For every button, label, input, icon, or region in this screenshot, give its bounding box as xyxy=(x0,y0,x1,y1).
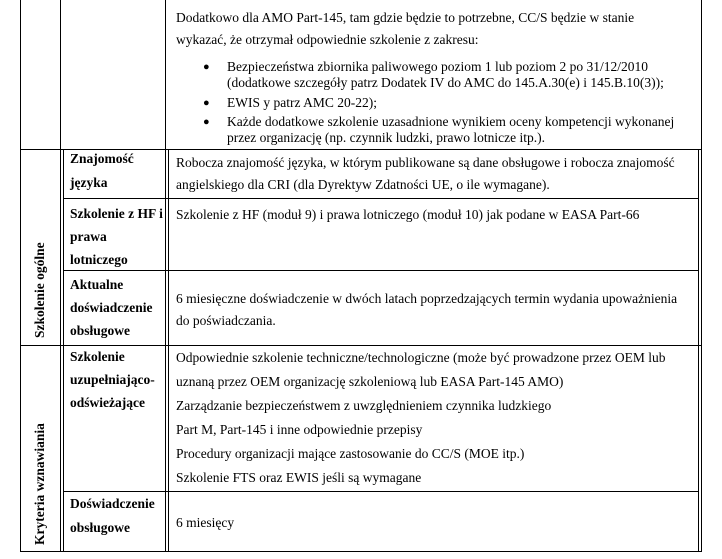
row-label: obsługowe xyxy=(70,520,131,535)
row-content: uznaną przez OEM organizację szkoleniową lub EASA Part-145 AMO) xyxy=(176,374,564,389)
row-label: lotniczego xyxy=(70,252,128,267)
bullet-icon: ● xyxy=(203,97,210,109)
row-label: obsługowe xyxy=(70,323,131,338)
group-label-general: Szkolenie ogólne xyxy=(32,242,47,338)
intro-line: wykazać, że otrzymał odpowiednie szkolenie z zakresu: xyxy=(176,32,479,47)
row-label: odświeżające xyxy=(70,395,145,410)
group-divider xyxy=(20,345,702,346)
table-bottom-border xyxy=(20,551,702,552)
row-divider-refresher xyxy=(63,491,699,492)
bullet-line: Bezpieczeństwa zbiornika paliwowego poziom 1 lub poziom 2 po 31/12/2010 xyxy=(227,59,649,74)
bullet-line: Każde dodatkowe szkolenie uzasadnione wynikiem oceny kompetencji wykonanej xyxy=(227,114,675,129)
row-content: angielskiego dla CRI (dla Dyrektyw Zdatności UE, o ile wymagane). xyxy=(176,177,550,192)
row-label: języka xyxy=(70,175,108,190)
row-content: do poświadczania. xyxy=(176,313,276,328)
row-content: Part M, Part-145 i inne odpowiednie przepisy xyxy=(176,422,423,437)
row-label: uzupełniająco- xyxy=(70,372,155,387)
group-column-divider xyxy=(60,0,61,552)
row-divider-hf xyxy=(63,270,699,271)
row-content: 6 miesięczne doświadczenie w dwóch latach poprzedzających termin wydania upoważnienia xyxy=(176,291,678,306)
row-label: Szkolenie z HF i xyxy=(70,206,163,221)
row-content: Zarządzanie bezpieczeństwem z uwzględnieniem czynnika ludzkiego xyxy=(176,398,552,413)
bullet-line: EWIS y patrz AMC 20-22); xyxy=(227,95,377,110)
row-content: Odpowiednie szkolenie techniczne/technologiczne (może być prowadzone przez OEM lub xyxy=(176,350,666,365)
bullet-icon: ● xyxy=(203,61,210,73)
row-content: Szkolenie FTS oraz EWIS jeśli są wymagane xyxy=(176,470,422,485)
row-label: Aktualne xyxy=(70,277,124,292)
row-label: Znajomość xyxy=(70,151,134,166)
bullet-line: przez organizację (np. czynnik ludzki, prawo lotnicze itp.). xyxy=(227,130,545,145)
row-content: Procedury organizacji mające zastosowanie do CC/S (MOE itp.) xyxy=(176,446,525,461)
row-content: Szkolenie z HF (moduł 9) i prawa lotniczego (moduł 10) jak podane w EASA Part-66 xyxy=(176,207,640,222)
intro-line: Dodatkowo dla AMO Part-145, tam gdzie będzie to potrzebne, CC/S będzie w stanie xyxy=(176,10,635,25)
row-content: Robocza znajomość języka, w którym publikowane są dane obsługowe i robocza znajomość xyxy=(176,155,675,170)
bullet-line: (dodatkowe szczegóły patrz Dodatek IV do AMC do 145.A.30(e) i 145.B.10(3)); xyxy=(227,75,664,90)
row-content: 6 miesięcy xyxy=(176,515,235,530)
bullet-icon: ● xyxy=(203,116,210,128)
table-right-border xyxy=(701,0,702,552)
row-label: doświadczenie xyxy=(70,300,153,315)
top-block-bottom-border xyxy=(20,149,702,150)
table-left-border xyxy=(20,0,21,552)
row-label: Szkolenie xyxy=(70,349,125,364)
label-column-divider xyxy=(165,0,166,552)
group-label-renewal: Kryteria wznawiania xyxy=(32,423,47,545)
row-divider-language xyxy=(63,198,699,199)
row-label: prawa xyxy=(70,229,107,244)
row-label: Doświadczenie xyxy=(70,496,155,511)
